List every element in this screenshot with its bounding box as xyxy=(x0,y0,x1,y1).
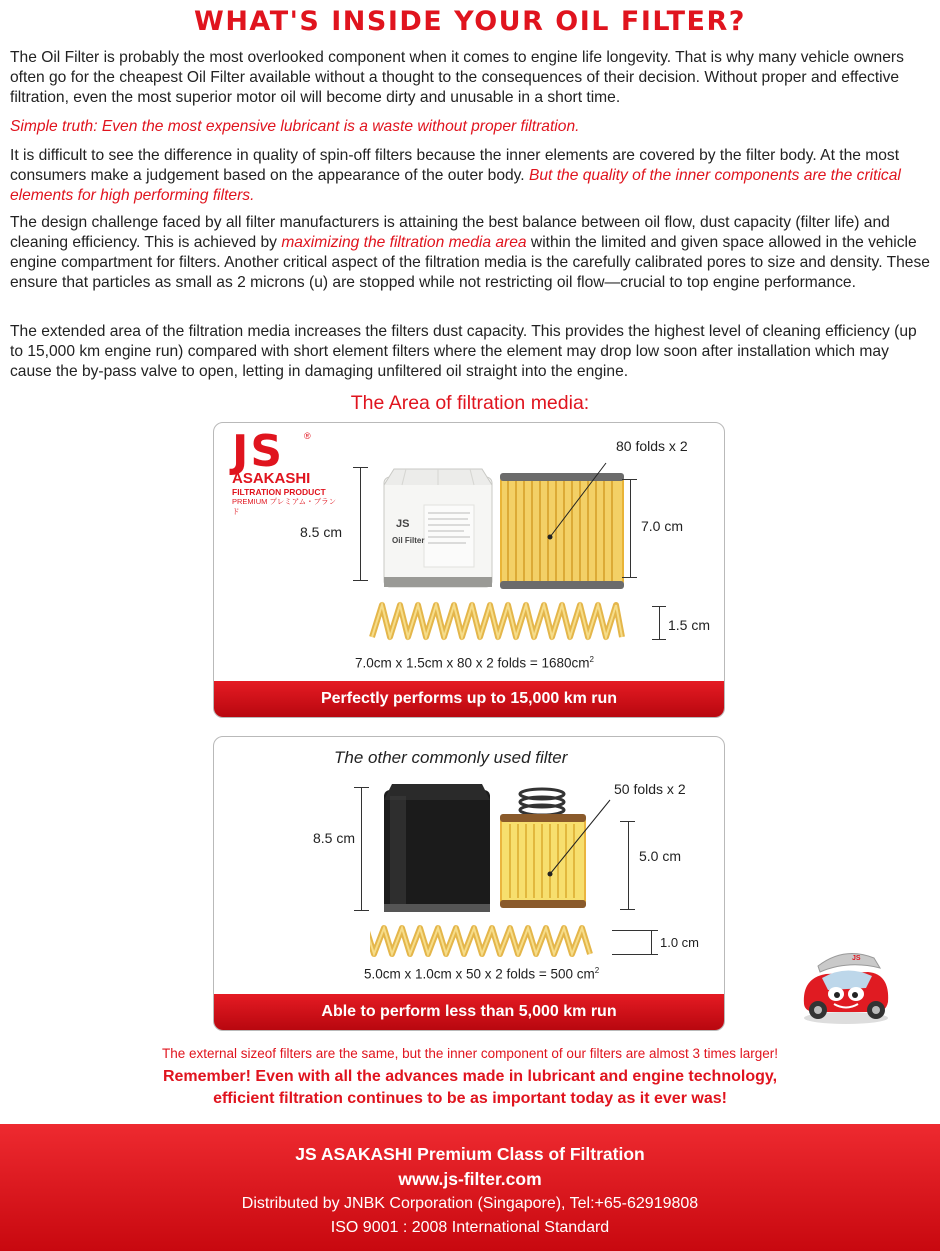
panel1-body-height: 8.5 cm xyxy=(300,524,343,540)
logo-registered: ® xyxy=(304,431,311,441)
footer-banner xyxy=(0,1124,940,1251)
intro-paragraph-2 xyxy=(10,146,932,206)
panel1-depth-tick-top xyxy=(652,606,666,607)
js-asakashi-logo xyxy=(232,426,342,517)
panel1-fold-depth: 1.5 cm xyxy=(668,617,711,633)
panel1-body-height-line xyxy=(360,467,361,580)
panel2-result-bar: Able to perform less than 5,000 km run xyxy=(214,994,724,1030)
panel2-element-height: 5.0 cm xyxy=(639,848,682,864)
panel2-pleat-strip xyxy=(370,928,590,954)
footer-website[interactable]: www.js-filter.com xyxy=(398,1169,542,1189)
p3-text-a: The design challenge faced by all filter manufacturers is attaining the best balance between oil flow, dust capacity (filter life) and cleaning efficiency. This is achieved by xyxy=(10,214,890,251)
panel1-element-height: 7.0 cm xyxy=(641,518,684,534)
remember-note-2: efficient filtration continues to be as important today as it ever was! xyxy=(213,1090,727,1107)
panel1-pointer-dot xyxy=(548,535,553,540)
logo-premium: PREMIUM プレミアム・ブランド xyxy=(232,497,337,516)
panel1-element-height-line xyxy=(630,479,631,577)
size-note: The external sizeof filters are the same, but the inner component of our filters are almost 3 times larger! xyxy=(161,1046,779,1061)
panel2-body-height-line xyxy=(361,787,362,910)
panel2-body-tick-top xyxy=(354,787,369,788)
panel2-fold-depth: 1.0 cm xyxy=(660,935,700,950)
panel1-folds: 80 folds x 2 xyxy=(616,438,688,454)
panel2-body-tick-bottom xyxy=(354,910,369,911)
intro-paragraph-4: The extended area of the filtration media increases the filters dust capacity. This provides the highest level of cleaning efficiency (up to 15,000 km engine run) compared with short element filters where the element may drop low soon after installation which may cause the by-pass valve to open, letting in damaging unfiltered oil straight into the engine. xyxy=(10,323,917,380)
panel2-depth-tick-bottom xyxy=(612,954,658,955)
panel2-pointer-dot xyxy=(548,872,553,877)
panel2-element-tick-bottom xyxy=(620,909,635,910)
panel2-formula xyxy=(364,966,599,982)
footer-brand-line: JS ASAKASHI Premium Class of Filtration xyxy=(295,1144,645,1164)
panel2-body-height: 8.5 cm xyxy=(313,830,356,846)
panel2-formula-text: 5.0cm x 1.0cm x 50 x 2 folds = 500 cm xyxy=(364,966,595,982)
footer-distributor: Distributed by JNBK Corporation (Singapore), Tel:+65-62919808 xyxy=(241,1195,699,1212)
panel2-formula-sup: 2 xyxy=(594,966,600,975)
panel2-filter-illustration xyxy=(370,776,620,966)
yellow-filter-element xyxy=(500,473,624,589)
panel2-heading: The other commonly used filter xyxy=(334,748,568,767)
p2-text: It is difficult to see the difference in quality of spin-off filters because the inner elements are covered by the filter body. At the most consumers make a judgement based on the appearance of the outer body. xyxy=(10,147,900,184)
panel1-formula-text: 7.0cm x 1.5cm x 80 x 2 folds = 1680cm xyxy=(355,655,590,671)
panel1-formula xyxy=(355,655,594,671)
p3-text-b: within the limited and given space allowed in the vehicle engine compartment for filters. Another critical aspect of the filtration media is the carefully calibrated pores to size and density. These ensure that particles as small as 2 microns (u) are stopped while not restricting oil flow—crucial to top engine performance. xyxy=(10,234,930,291)
logo-name: ASAKASHI xyxy=(232,470,311,487)
panel1-depth-line xyxy=(659,606,660,639)
logo-sub: FILTRATION PRODUCT xyxy=(232,487,326,497)
mascot-cap-logo: JS xyxy=(852,955,861,962)
can-brand: JS xyxy=(396,518,410,530)
panel1-filter-illustration xyxy=(360,455,630,655)
panel1-element-tick-bottom xyxy=(622,577,637,578)
footer-iso: ISO 9001 : 2008 International Standard xyxy=(330,1219,610,1236)
panel1-pleat-strip xyxy=(372,605,622,637)
panel1-depth-tick-bottom xyxy=(652,639,666,640)
black-filter-can xyxy=(384,784,490,912)
panel1-body-tick-top xyxy=(353,467,368,468)
panel1-body-tick-bottom xyxy=(353,580,368,581)
intro-paragraph-3 xyxy=(10,213,932,293)
p2-highlight: But the quality of the inner components are the critical elements for high performing filters. xyxy=(10,167,901,204)
intro-paragraph-1: The Oil Filter is probably the most overlooked component when it comes to engine life longevity. That is why many vehicle owners often go for the cheapest Oil Filter available without a thought to the consequences of their decision. Without proper and effective filtration, even the most superior motor oil will become dirty and unusable in a short time. xyxy=(10,49,904,106)
short-filter-element xyxy=(500,814,586,908)
panel2-element-tick-top xyxy=(620,821,635,822)
panel2-depth-tick-top xyxy=(612,930,658,931)
panel2-element-height-line xyxy=(628,821,629,909)
remember-note-1: Remember! Even with all the advances made in lubricant and engine technology, xyxy=(162,1068,778,1085)
section-title: The Area of filtration media: xyxy=(350,392,590,414)
simple-truth: Simple truth: Even the most expensive lubricant is a waste without proper filtration. xyxy=(10,118,580,135)
p3-highlight: maximizing the filtration media area xyxy=(281,234,527,251)
car-mascot xyxy=(796,944,896,1026)
panel1-result-bar: Perfectly performs up to 15,000 km run xyxy=(214,681,724,717)
spring xyxy=(520,789,564,815)
panel1-element-tick-top xyxy=(622,479,637,480)
panel2-folds: 50 folds x 2 xyxy=(614,781,686,797)
can-label: Oil Filter xyxy=(392,536,425,545)
panel1-formula-sup: 2 xyxy=(589,655,594,664)
page-title: WHAT'S INSIDE YOUR OIL FILTER? xyxy=(194,6,746,37)
panel2-depth-line xyxy=(651,930,652,954)
logo-mark: JS xyxy=(232,426,285,477)
